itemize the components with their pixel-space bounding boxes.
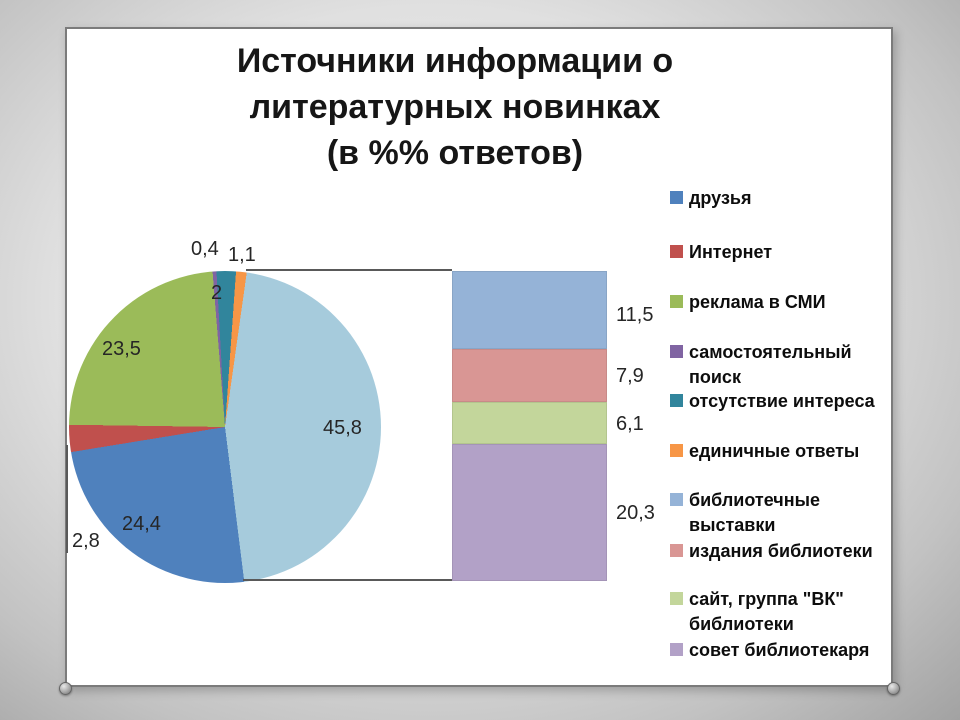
chart-title-line3: (в %% ответов)	[326, 134, 584, 172]
connector-line-bottom	[243, 579, 452, 581]
bar-segment-2	[452, 349, 607, 402]
bar-label-vystavki: 11,5	[616, 304, 654, 326]
legend-label: издания библиотеки	[689, 541, 873, 561]
legend-item-internet	[670, 240, 886, 265]
legend-label: Интернет	[689, 242, 773, 262]
legend-item-reklama	[670, 290, 886, 315]
legend-swatch	[670, 592, 683, 605]
legend-item-vystavki	[670, 488, 886, 538]
pie-label-internet: 2,8	[72, 530, 100, 552]
legend-swatch	[670, 345, 683, 358]
pie-label-edinichnye: 1,1	[228, 244, 256, 266]
legend-label: сайт, группа "ВК" библиотеки	[689, 589, 844, 634]
legend-swatch	[670, 295, 683, 308]
legend-item-sovet	[670, 638, 886, 663]
pie-label-otsutstvie: 2	[211, 282, 223, 304]
bar-label-sait-vk: 6,1	[616, 413, 644, 435]
bar-segment-3	[452, 402, 607, 443]
corner-pin-right	[887, 682, 900, 695]
bar-segment-1	[452, 271, 607, 349]
legend-label: библиотечные выставки	[689, 490, 820, 535]
legend-item-druzya	[670, 186, 886, 211]
leader-line-internet	[66, 445, 68, 553]
bar-label-izdaniya: 7,9	[616, 365, 644, 387]
legend-swatch	[670, 245, 683, 258]
legend-swatch	[670, 544, 683, 557]
pie-label-samostoyatelny: 0,4	[191, 238, 219, 260]
chart-title	[175, 38, 735, 176]
bar-stack	[452, 271, 607, 581]
pie-label-druzya: 24,4	[122, 513, 161, 535]
chart-title-line1: Источники информации о	[236, 42, 674, 80]
legend-label: совет библиотекаря	[689, 640, 870, 660]
legend-swatch	[670, 493, 683, 506]
legend-swatch	[670, 191, 683, 204]
pie-label-reklama: 23,5	[102, 338, 141, 360]
corner-pin-left	[59, 682, 72, 695]
bar-segment-4	[452, 444, 607, 581]
legend-item-edinichnye	[670, 439, 886, 464]
legend-label: отсутствие интереса	[689, 391, 875, 411]
pie-label-other: 45,8	[323, 417, 362, 439]
connector-line-top	[246, 269, 452, 271]
legend-label: друзья	[689, 188, 752, 208]
legend-item-samostoyatelny	[670, 340, 886, 390]
legend-swatch	[670, 643, 683, 656]
legend-label: самостоятельный поиск	[689, 342, 852, 387]
legend-swatch	[670, 394, 683, 407]
chart-title-line2: литературных новинках	[249, 88, 661, 126]
legend-item-otsutstvie	[670, 389, 886, 414]
legend-item-sait-vk	[670, 587, 886, 637]
legend-label: реклама в СМИ	[689, 292, 826, 312]
legend-label: единичные ответы	[689, 441, 860, 461]
bar-label-sovet: 20,3	[616, 502, 655, 524]
legend-item-izdaniya	[670, 539, 886, 564]
legend-swatch	[670, 444, 683, 457]
